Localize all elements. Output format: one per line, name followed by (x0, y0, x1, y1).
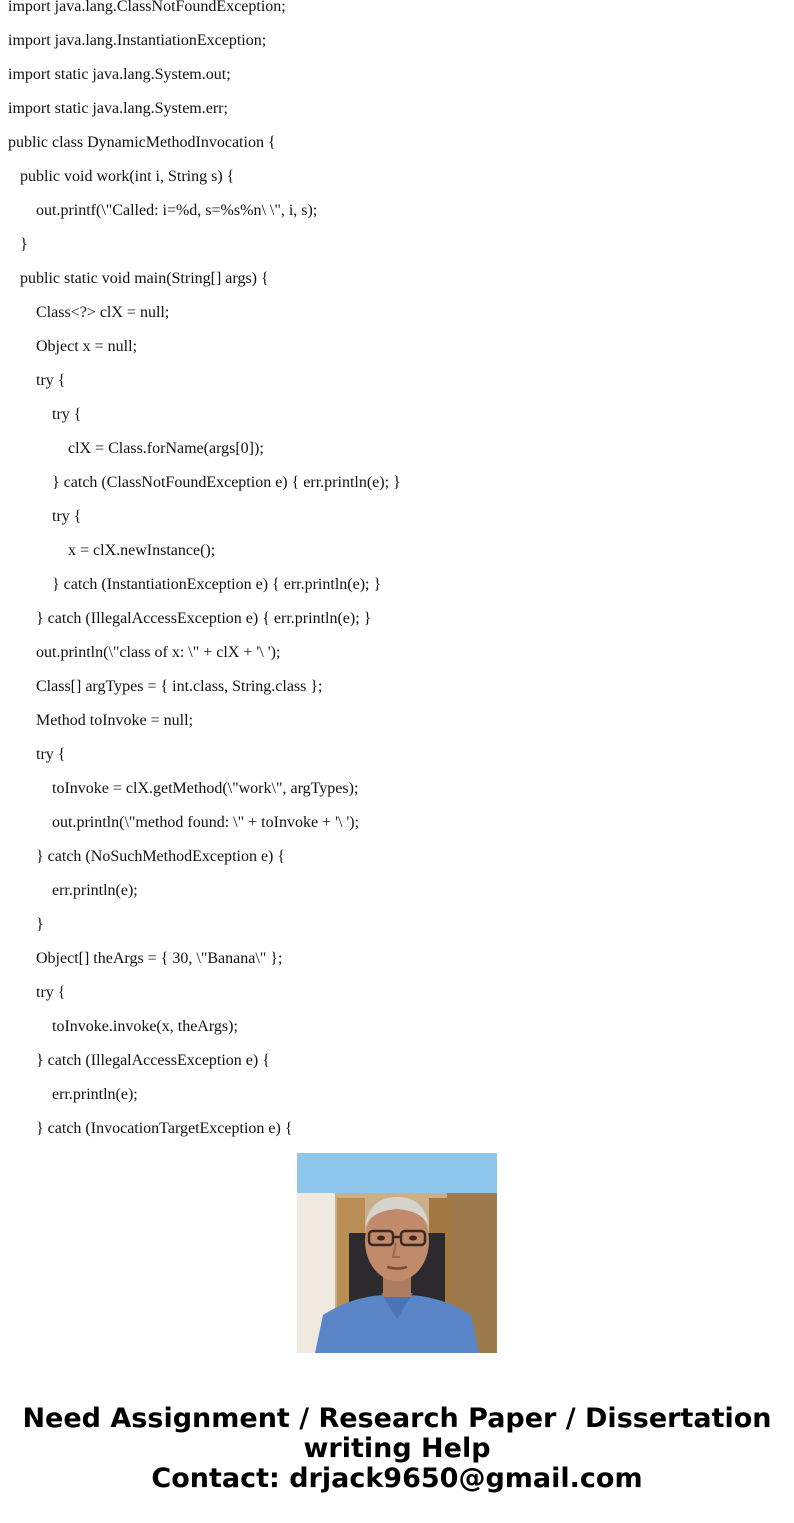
code-line: try { (36, 746, 66, 763)
code-line: } catch (IllegalAccessException e) { err.println(e); } (36, 610, 372, 627)
avatar-photo (297, 1153, 497, 1353)
code-line: } catch (InstantiationException e) { err.println(e); } (52, 576, 382, 593)
contact-email: Contact: drjack9650@gmail.com (151, 1463, 643, 1494)
code-line: Class[] argTypes = { int.class, String.class }; (36, 678, 323, 695)
code-line: } catch (NoSuchMethodException e) { (36, 848, 286, 865)
code-line: import java.lang.InstantiationException; (8, 32, 267, 49)
code-line: import static java.lang.System.err; (8, 100, 228, 117)
code-line: } (20, 236, 28, 253)
code-line: } catch (ClassNotFoundException e) { err.println(e); } (52, 474, 401, 491)
code-line: out.printf(\"Called: i=%d, s=%s%n\ \", i, s); (36, 202, 318, 219)
code-line: } (36, 916, 44, 933)
code-line: err.println(e); (52, 1086, 138, 1103)
code-line: try { (52, 508, 82, 525)
promo-line-1: Need Assignment / Research Paper / Dissertation (22, 1403, 772, 1434)
code-line: out.println(\"class of x: \" + clX + '\ '); (36, 644, 281, 661)
code-line: public void work(int i, String s) { (20, 168, 235, 185)
promo-line-2: writing Help (303, 1433, 491, 1464)
code-line: Method toInvoke = null; (36, 712, 194, 729)
code-line: x = clX.newInstance(); (68, 542, 216, 559)
code-line: import java.lang.ClassNotFoundException; (8, 0, 286, 15)
code-line: } catch (IllegalAccessException e) { (36, 1052, 270, 1069)
code-line: public static void main(String[] args) { (20, 270, 269, 287)
code-line: Object[] theArgs = { 30, \"Banana\" }; (36, 950, 283, 967)
avatar (297, 1153, 497, 1353)
code-line: public class DynamicMethodInvocation { (8, 134, 276, 151)
code-line: try { (36, 984, 66, 1001)
code-line: try { (52, 406, 82, 423)
code-line: import static java.lang.System.out; (8, 66, 231, 83)
code-line: clX = Class.forName(args[0]); (68, 440, 264, 457)
code-line: Class<?> clX = null; (36, 304, 170, 321)
code-line: out.println(\"method found: \" + toInvoke + '\ '); (52, 814, 360, 831)
code-line: try { (36, 372, 66, 389)
code-line: } catch (InvocationTargetException e) { (36, 1120, 293, 1137)
code-line: toInvoke.invoke(x, theArgs); (52, 1018, 238, 1035)
code-line: toInvoke = clX.getMethod(\"work\", argTypes); (52, 780, 359, 797)
code-line: Object x = null; (36, 338, 138, 355)
code-line: err.println(e); (52, 882, 138, 899)
